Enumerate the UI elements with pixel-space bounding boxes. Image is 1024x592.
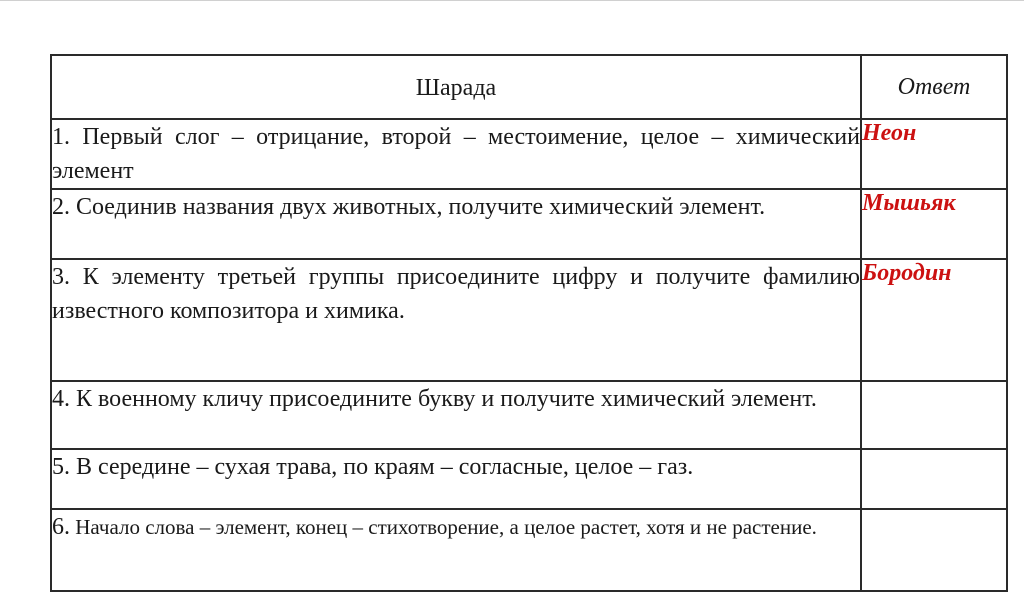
answer-cell xyxy=(861,509,1007,591)
table-row xyxy=(51,119,1007,189)
puzzle-table xyxy=(50,54,1008,592)
answer-cell: Бородин xyxy=(861,259,1007,381)
question-text: Начало слова – элемент, конец – стихотворение, а целое растет, хотя и не растение. xyxy=(70,515,817,539)
question-cell: 4. К военному кличу присоедините букву и получите химический элемент. xyxy=(51,381,861,449)
question-number: 6. xyxy=(52,514,70,540)
header-question: Шарада xyxy=(51,55,861,119)
answer-cell: Неон xyxy=(861,119,1007,189)
question-cell: 3. К элементу третьей группы присоедините цифру и получите фамилию известного композитора и химика. xyxy=(51,259,861,381)
answer-cell: Мышьяк xyxy=(861,189,1007,259)
table-row xyxy=(51,189,1007,259)
header-answer: Ответ xyxy=(861,55,1007,119)
question-cell: 5. В середине – сухая трава, по краям – согласные, целое – газ. xyxy=(51,449,861,509)
answer-cell xyxy=(861,449,1007,509)
table-row xyxy=(51,509,1007,591)
slide-top-border xyxy=(0,0,1024,1)
table-header-row xyxy=(51,55,1007,119)
table-row xyxy=(51,449,1007,509)
question-cell: 1. Первый слог – отрицание, второй – местоимение, целое – химический элемент xyxy=(51,119,861,189)
answer-cell xyxy=(861,381,1007,449)
question-cell: 2. Соединив названия двух животных, получите химический элемент. xyxy=(51,189,861,259)
table-row xyxy=(51,381,1007,449)
question-cell xyxy=(51,509,861,591)
table-row xyxy=(51,259,1007,381)
